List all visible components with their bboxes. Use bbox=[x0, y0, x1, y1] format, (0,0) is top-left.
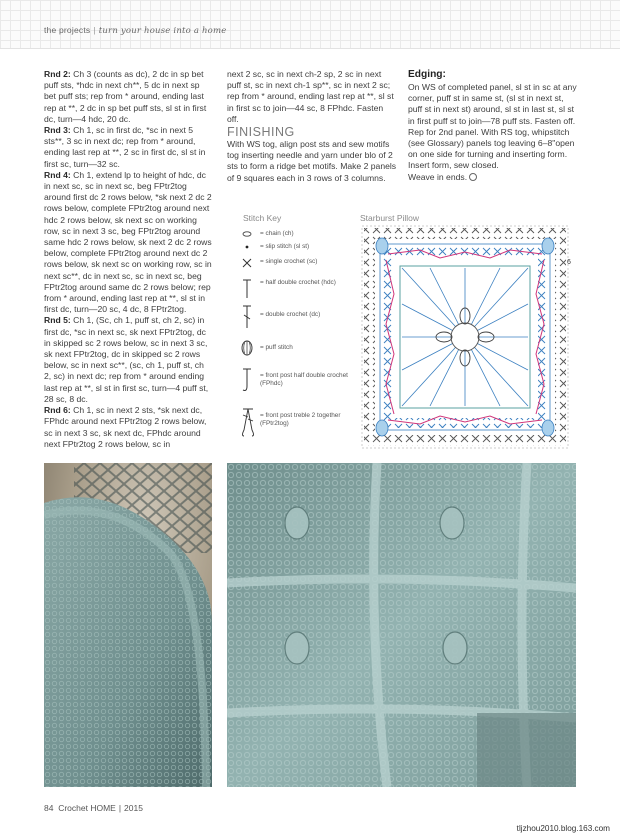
weave-in-ends: Weave in ends. bbox=[408, 172, 578, 183]
finishing-heading: FINISHING bbox=[227, 125, 295, 140]
issue-year: 2015 bbox=[124, 803, 143, 813]
chain-icon bbox=[240, 230, 254, 238]
double-crochet-icon bbox=[240, 305, 254, 329]
page-number: 84 bbox=[44, 803, 54, 813]
page-footer: 84 Crochet HOME | 2015 bbox=[44, 803, 143, 813]
pattern-column-3 bbox=[408, 69, 578, 183]
section-name: the projects bbox=[44, 25, 91, 35]
running-header bbox=[44, 25, 227, 36]
pattern-column-1 bbox=[44, 69, 212, 450]
end-of-pattern-icon bbox=[469, 173, 477, 181]
magazine-name: Crochet HOME bbox=[58, 803, 116, 813]
round-6: Rnd 6: Ch 1, sc in next 2 sts, *sk next dc, FPhdc around next FPtr2tog 2 rows below, sc in next 3 sc, sk next dc, FPhdc around next FPtr2tog 2 rows below, sc in bbox=[44, 405, 207, 449]
fptr2tog-icon bbox=[240, 408, 254, 438]
edging-text: On WS of completed panel, sl st in sc at any corner, puff st in same st, (sl st in next st, puff st in next st) around, sl st in last st, sl st in first puff st to join—78 puff sts. Fasten off. Rep for 2nd panel. With RS tog, whipstitch (see Glossary) panels tog leaving 6–8"open on one side for turning and inserting form. Insert form, sew closed. bbox=[408, 82, 577, 171]
round-6-continued: next 2 sc, sc in next ch-2 sp, 2 sc in next puff st, sc in next ch-1 sp**, sc in next 2 sc; rep from * around, ending last rep at **, sl st in first sc to join—44 sc, 8 FPhdc. Fasten off. bbox=[227, 69, 394, 124]
header-tagline: turn your house into a home bbox=[98, 26, 227, 36]
watermark-text: tljzhou2010.blog.163.com bbox=[516, 824, 610, 833]
photo-pillow-edge bbox=[44, 463, 212, 787]
round-5: Rnd 5: Ch 1, (Sc, ch 1, puff st, ch 2, sc) in first dc, *sc in next sc, sk next FPtr2tog, dc in skipped sc 2 rows below, sc in next 3 sc, sk next FPtr2tog, dc in skipped sc 2 rows below, sc in next sc**, (sc, ch 1, puff st, ch 2, sc) in next dc; rep from * around ending last rep at **, sl st in first sc, turn—4 puff st, 28 sc, 8 dc. bbox=[44, 315, 209, 404]
chart-corner-label: 6 bbox=[567, 259, 571, 266]
round-4: Rnd 4: Ch 1, extend lp to height of hdc, dc in next sc, sc in next sc, beg FPtr2tog around first dc 2 rows below, *sk next 2 dc 2 rows below, complete FPtr2tog around next hdc 2 rows below, sk next sc on working row, sc in next 3 sc, beg FPtr2tog around same hdc 2 rows below, sk next 2 dc 2 rows below, complete FPtr2tog around next dc 2 rows below, sk next sc on working row, sc in next sc**, dc in next sc, sc in next sc, beg FPtr2tog around same dc 2 rows below; rep from * around, ending last rep at **, sl st in first dc, turn—20 sc, 4 dc, 8 FPtr2tog. bbox=[44, 169, 212, 315]
puff-stitch-icon bbox=[240, 339, 254, 357]
edging-heading: Edging: bbox=[408, 69, 446, 80]
fphdc-icon bbox=[240, 368, 254, 394]
round-2: Rnd 2: Ch 3 (counts as dc), 2 dc in sp bet puff sts, *hdc in next ch**, 5 dc in next sp bet puff sts; rep from * around, ending last rep at **, 2 dc in sp bet puff sts, sl st in first dc, turn—4 hdc, 20 dc. bbox=[44, 69, 207, 124]
header-separator: | bbox=[93, 25, 96, 35]
finishing-text: With WS tog, align post sts and sew motifs tog inserting needle and yarn under blo of 2 sts to form a ridge bet motifs. Make 2 panels of 9 squares each in 3 rows of 3 columns. bbox=[227, 139, 397, 183]
pattern-column-2 bbox=[227, 69, 397, 184]
round-3: Rnd 3: Ch 1, sc in first dc, *sc in next 5 sts**, 3 sc in next dc; rep from * around, ending last rep at **, 2 sc in first dc, sl st in first sc, turn—32 sc. bbox=[44, 125, 206, 169]
chart-title: Starburst Pillow bbox=[360, 213, 420, 223]
starburst-pillow-chart bbox=[360, 224, 575, 452]
stitch-key-title: Stitch Key bbox=[243, 213, 282, 223]
slip-stitch-icon bbox=[240, 243, 254, 251]
hdc-icon bbox=[240, 279, 254, 299]
photo-starburst-closeup bbox=[227, 463, 576, 787]
single-crochet-icon bbox=[240, 258, 254, 268]
